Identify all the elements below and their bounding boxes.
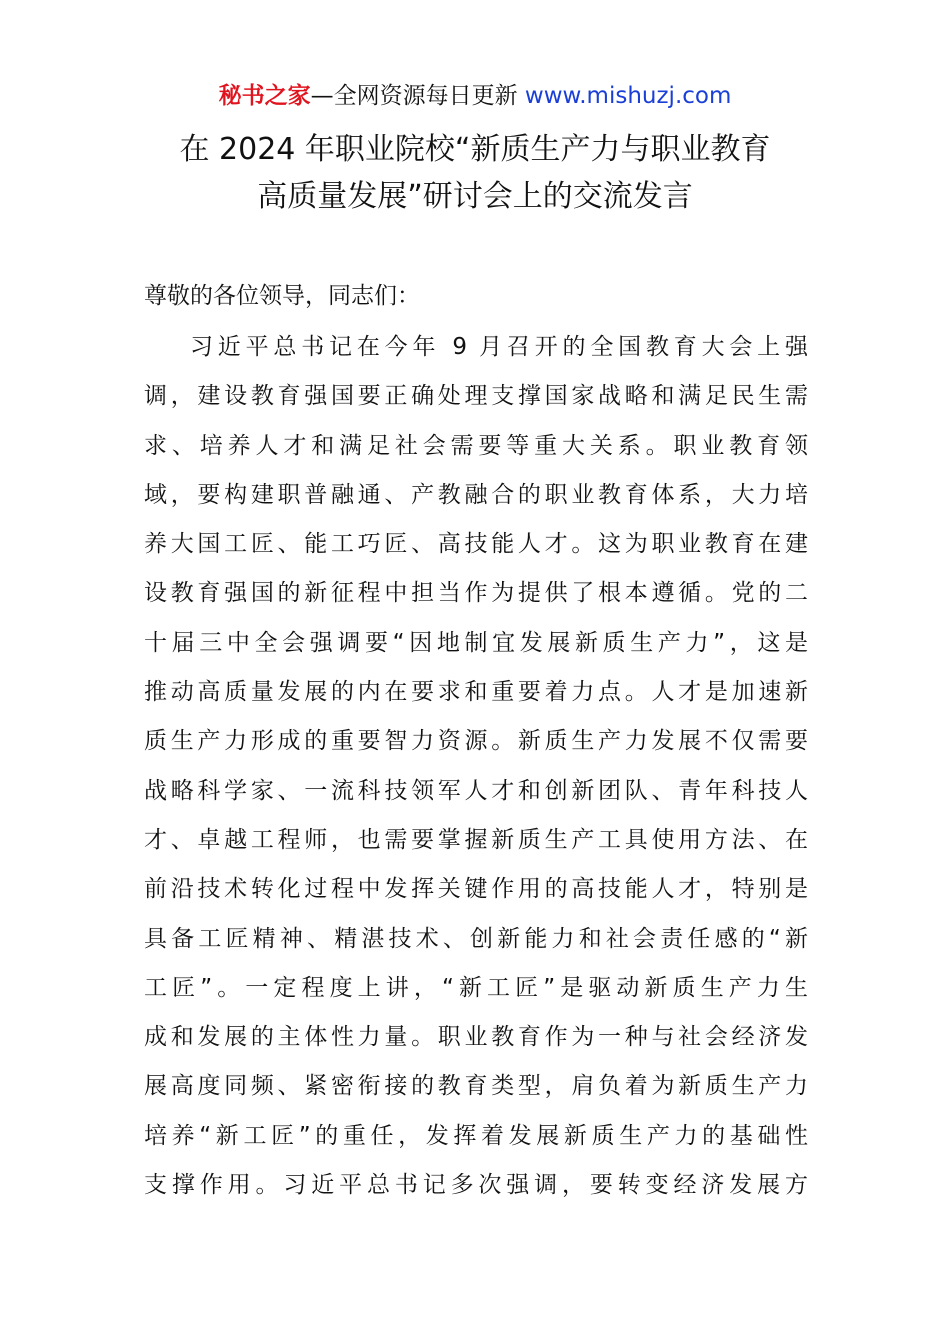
body-line: 质生产力形成的重要智力资源。新质生产力发展不仅需要 xyxy=(144,728,808,755)
body-line: 养大国工匠、能工巧匠、高技能人才。这为职业教育在建 xyxy=(144,531,808,558)
body-line: 推动高质量发展的内在要求和重要着力点。人才是加速新 xyxy=(144,679,808,706)
document-title xyxy=(0,126,950,220)
body-line: 才、卓越工程师，也需要掌握新质生产工具使用方法、在 xyxy=(144,826,808,853)
body-line: 工匠”。一定程度上讲，“新工匠”是驱动新质生产力生 xyxy=(144,974,808,1001)
body-line: 培养“新工匠”的重任，发挥着发展新质生产力的基础性 xyxy=(144,1122,808,1149)
body-line: 十届三中全会强调要“因地制宜发展新质生产力”，这是 xyxy=(144,629,808,656)
body-paragraph xyxy=(144,327,808,1214)
body-line: 习近平总书记在今年 9 月召开的全国教育大会上强 xyxy=(190,334,808,360)
title-line-2: 高质量发展”研讨会上的交流发言 xyxy=(257,179,693,214)
salutation: 尊敬的各位领导，同志们： xyxy=(144,283,420,309)
site-header xyxy=(0,80,950,112)
header-tagline: —全网资源每日更新 xyxy=(310,83,525,109)
site-url-link[interactable]: www.mishuzj.com xyxy=(524,83,732,109)
body-line: 前沿技术转化过程中发挥关键作用的高技能人才，特别是 xyxy=(144,876,808,903)
body-line: 支撑作用。习近平总书记多次强调，要转变经济发展方 xyxy=(144,1172,808,1199)
body-line: 设教育强国的新征程中担当作为提供了根本遵循。党的二 xyxy=(144,580,808,607)
body-line: 具备工匠精神、精湛技术、创新能力和社会责任感的“新 xyxy=(144,925,808,952)
brand-name: 秘书之家 xyxy=(218,83,311,109)
body-line: 调，建设教育强国要正确处理支撑国家战略和满足民生需 xyxy=(144,383,808,410)
title-line-1: 在 2024 年职业院校“新质生产力与职业教育 xyxy=(179,132,771,167)
body-line: 展高度同频、紧密衔接的教育类型，肩负着为新质生产力 xyxy=(144,1073,808,1100)
body-line: 战略科学家、一流科技领军人才和创新团队、青年科技人 xyxy=(144,777,808,804)
body-line: 域，要构建职普融通、产教融合的职业教育体系，大力培 xyxy=(144,481,808,508)
body-line: 求、培养人才和满足社会需要等重大关系。职业教育领 xyxy=(144,432,808,459)
body-line: 成和发展的主体性力量。职业教育作为一种与社会经济发 xyxy=(144,1024,808,1051)
